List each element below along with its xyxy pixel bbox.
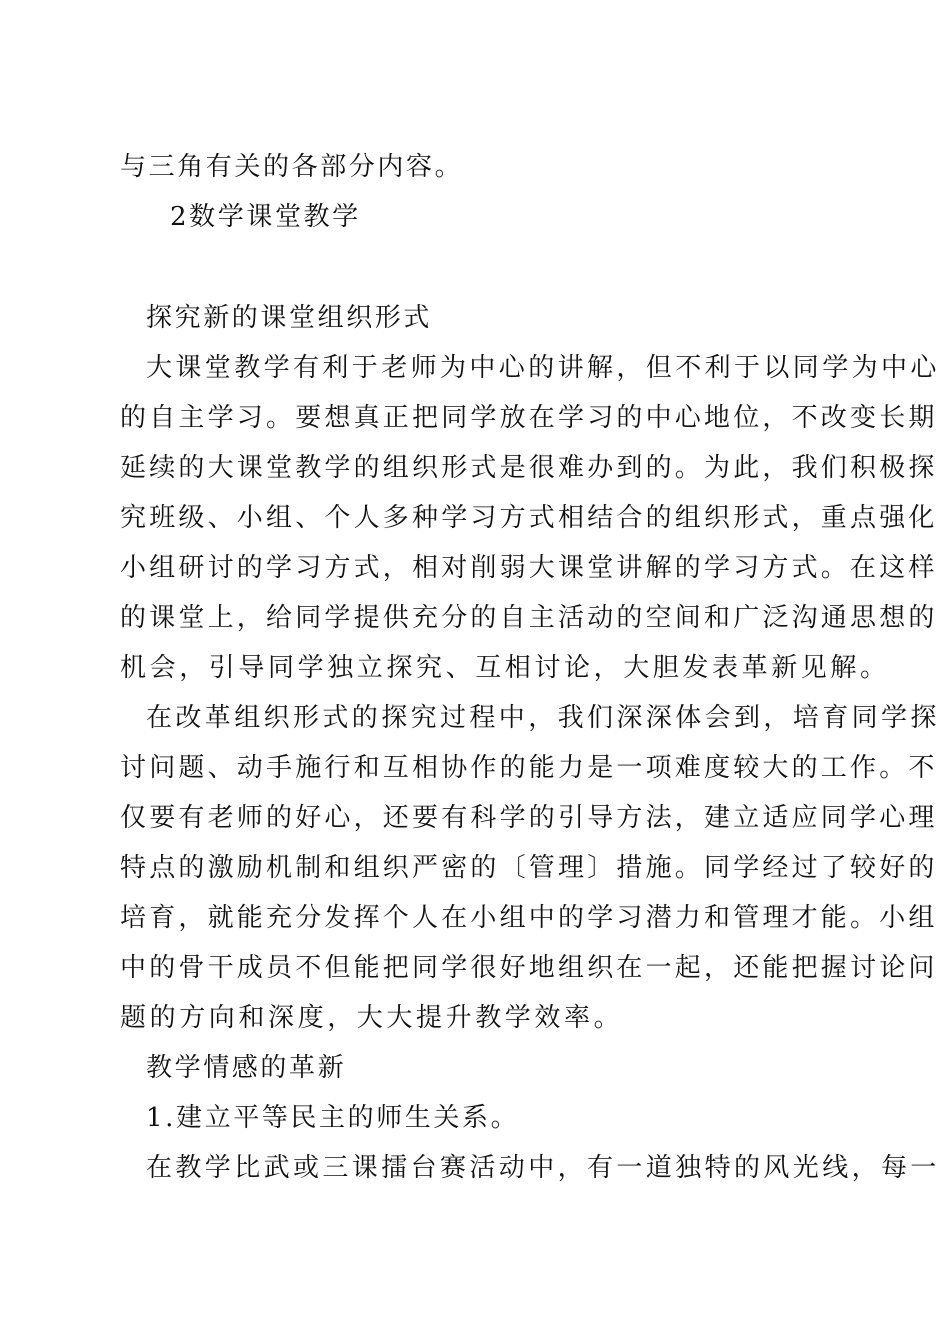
section-heading: 2数学课堂教学 [170, 202, 361, 232]
paragraph-line: 在改革组织形式的探究过程中，我们深深体会到，培育同学探 [146, 703, 940, 733]
paragraph-line: 的自主学习。要想真正把同学放在学习的中心地位，不改变长期 [120, 403, 938, 433]
paragraph-line: 在教学比武或三课擂台赛活动中，有一道独特的风光线，每一 [146, 1153, 940, 1183]
paragraph-line: 机会，引导同学独立探究、互相讨论，大胆发表革新见解。 [120, 653, 890, 683]
subsection-heading: 探究新的课堂组织形式 [146, 303, 433, 333]
list-item: 1.建立平等民主的师生关系。 [146, 1103, 520, 1133]
paragraph-line: 与三角有关的各部分内容。 [120, 152, 464, 182]
subsection-heading: 教学情感的革新 [146, 1053, 347, 1083]
paragraph-line: 仅要有老师的好心，还要有科学的引导方法，建立适应同学心理 [120, 803, 938, 833]
paragraph-line: 特点的激励机制和组织严密的〔管理〕措施。同学经过了较好的 [120, 853, 938, 883]
paragraph-line: 延续的大课堂教学的组织形式是很难办到的。为此，我们积极探 [120, 453, 938, 483]
paragraph-line: 大课堂教学有利于老师为中心的讲解，但不利于以同学为中心 [146, 353, 940, 383]
paragraph-line: 讨问题、动手施行和互相协作的能力是一项难度较大的工作。不 [120, 753, 938, 783]
paragraph-line: 中的骨干成员不但能把同学很好地组织在一起，还能把握讨论问 [120, 953, 938, 983]
paragraph-line: 培育，就能充分发挥个人在小组中的学习潜力和管理才能。小组 [120, 903, 938, 933]
paragraph-line: 小组研讨的学习方式，相对削弱大课堂讲解的学习方式。在这样 [120, 553, 938, 583]
paragraph-line: 题的方向和深度，大大提升教学效率。 [120, 1003, 624, 1033]
paragraph-line: 的课堂上，给同学提供充分的自主活动的空间和广泛沟通思想的 [120, 603, 938, 633]
paragraph-line: 究班级、小组、个人多种学习方式相结合的组织形式，重点强化 [120, 503, 938, 533]
